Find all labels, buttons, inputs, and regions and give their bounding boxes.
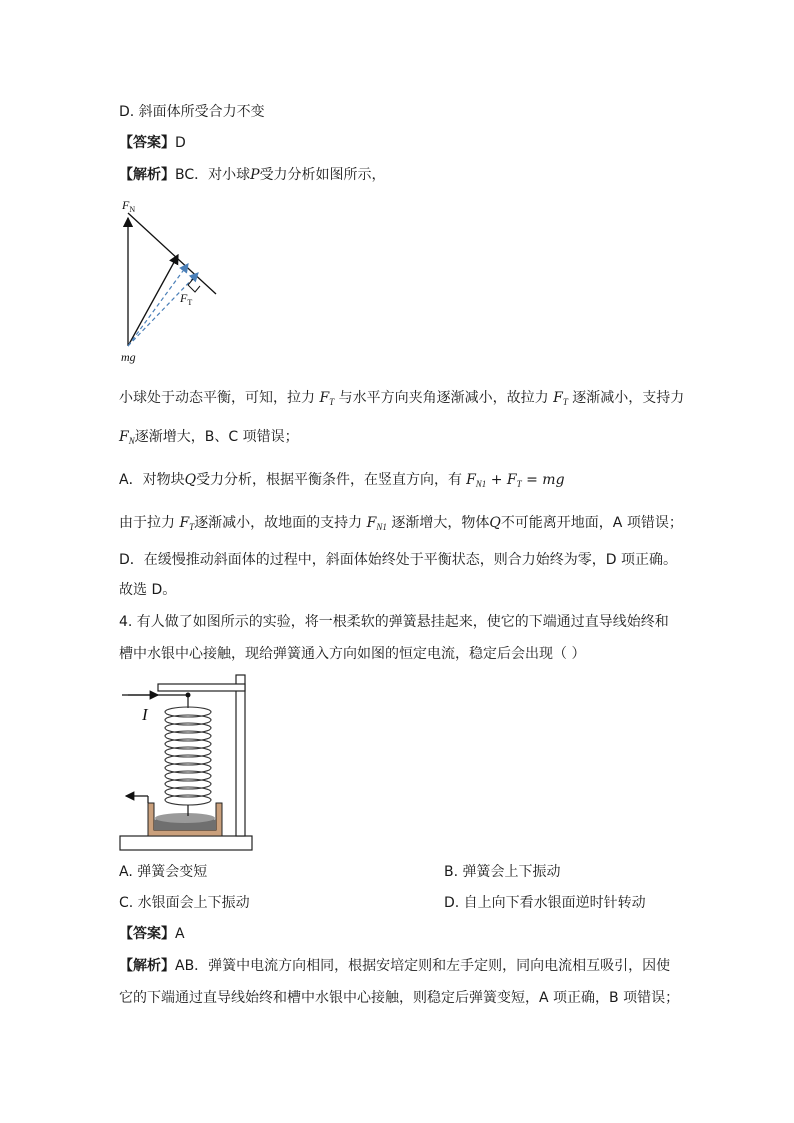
text: 逐渐减小，故地面的支持力 bbox=[194, 515, 363, 531]
q4-stem-1: 4. 有人做了如图所示的实验，将一根柔软的弹簧悬挂起来，使它的下端通过直导线始终和 bbox=[119, 614, 669, 630]
answer-tag: 【答案】 bbox=[119, 135, 175, 151]
analysis-text: 受力分析如图所示， bbox=[259, 167, 386, 183]
text: 逐渐减小，支持力 bbox=[572, 390, 685, 406]
ft-label: $F_T$ bbox=[180, 291, 193, 307]
analysis-text: BC．对小球 bbox=[175, 167, 251, 183]
stand-pole bbox=[236, 675, 245, 836]
text: 与水平方向夹角逐渐减小，故拉力 bbox=[338, 390, 549, 406]
analysis-line-2-q3 bbox=[119, 388, 684, 412]
q4-stem-2: 槽中水银中心接触，现给弹簧通入方向如图的恒定电流，稳定后会出现（ ） bbox=[119, 646, 586, 662]
analysis-tag: 【解析】 bbox=[119, 958, 175, 974]
top-arm bbox=[158, 684, 245, 691]
force-diagram bbox=[118, 198, 228, 368]
answer-value: D bbox=[175, 135, 186, 151]
ft-dashed-2 bbox=[128, 273, 198, 346]
ft-symbol: $F_T$ bbox=[175, 515, 195, 532]
block-label: Q bbox=[489, 515, 501, 531]
analysis-line-3-q3 bbox=[119, 427, 299, 451]
text: 逐渐增大，物体 bbox=[391, 515, 490, 531]
spring-coils bbox=[165, 707, 211, 805]
right-angle-mark bbox=[188, 279, 200, 292]
answer-value: A bbox=[175, 926, 185, 942]
analysis-line-1-q4 bbox=[119, 956, 670, 976]
current-label: I bbox=[142, 705, 148, 724]
ball-label: P bbox=[250, 167, 260, 183]
conclusion-q3: 故选 D。 bbox=[119, 582, 177, 598]
analysis-line-2-q4: 它的下端通过直导线始终和槽中水银中心接触，则稳定后弹簧变短，A 项正确，B 项错误； bbox=[119, 990, 680, 1006]
text: 小球处于动态平衡，可知，拉力 bbox=[119, 390, 315, 406]
fn-symbol: $F_N$ bbox=[119, 429, 135, 446]
option-c: C. 水银面会上下振动 bbox=[119, 895, 250, 911]
answer-line-q3 bbox=[119, 133, 186, 153]
option-a: A. 弹簧会变短 bbox=[119, 864, 208, 880]
option-d-q4: D. 自上向下看水银面逆时针转动 bbox=[444, 895, 646, 911]
option-b: B. 弹簧会上下振动 bbox=[444, 864, 561, 880]
text: 受力分析，根据平衡条件，在竖直方向，有 bbox=[196, 472, 463, 488]
text: 逐渐增大，B、C 项错误； bbox=[134, 429, 299, 445]
analysis-tag: 【解析】 bbox=[119, 167, 175, 183]
mg-label: mg bbox=[121, 350, 136, 364]
text: 不可能离开地面，A 项错误； bbox=[500, 515, 683, 531]
mercury-surface bbox=[155, 813, 215, 823]
analysis-line-6-q3: D．在缓慢推动斜面体的过程中，斜面体始终处于平衡状态，则合力始终为零，D 项正确。 bbox=[119, 552, 678, 568]
option-d: D. 斜面体所受合力不变 bbox=[119, 104, 265, 120]
analysis-line-4-q3 bbox=[119, 470, 565, 494]
analysis-line-1-q3 bbox=[119, 165, 386, 185]
ft-symbol: $F_T$ bbox=[548, 390, 568, 407]
block-label: Q bbox=[184, 472, 197, 488]
answer-tag: 【答案】 bbox=[119, 926, 175, 942]
base-board bbox=[120, 836, 252, 850]
ft-dashed-1 bbox=[128, 264, 188, 346]
equation: $F_{N1} + F_T$ = mg bbox=[466, 472, 565, 489]
answer-line-q4 bbox=[119, 924, 185, 944]
ft-vector bbox=[128, 255, 178, 346]
text: A．对物块 bbox=[119, 472, 185, 488]
ft-symbol: $F_T$ bbox=[315, 390, 335, 407]
fn1-symbol: $F_{N1}$ bbox=[362, 515, 387, 532]
spring-apparatus-diagram bbox=[118, 670, 258, 856]
analysis-text: AB．弹簧中电流方向相同，根据安培定则和左手定则，同向电流相互吸引，因使 bbox=[175, 958, 671, 974]
fn-label: $F_N$ bbox=[122, 198, 136, 214]
support-line bbox=[128, 213, 216, 294]
analysis-line-5-q3 bbox=[119, 513, 683, 537]
text: 由于拉力 bbox=[119, 515, 175, 531]
